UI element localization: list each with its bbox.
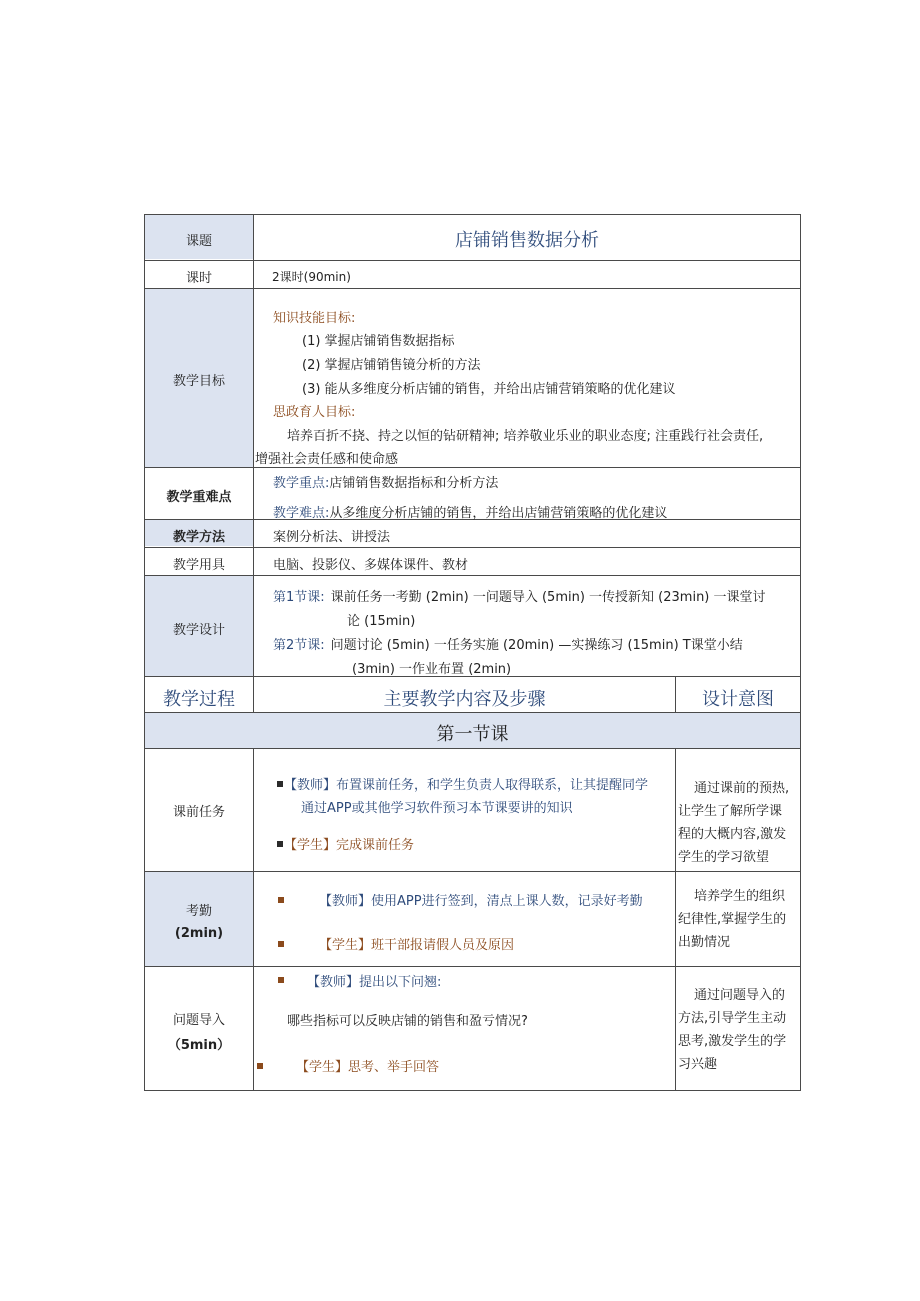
question-intro-duration: （5min）	[167, 1038, 231, 1053]
methods-value: 案例分析法、讲授法	[273, 530, 391, 545]
lesson1-line2: 论 (15min)	[347, 614, 416, 629]
lesson2-line1	[273, 634, 743, 653]
intent-line: 程的大概内容,激发	[678, 827, 787, 842]
attendance-intent	[678, 885, 800, 954]
intent-line: 思考,激发学生的学	[678, 1034, 787, 1049]
step-label-attendance: 考勤	[185, 904, 212, 919]
ideology-objectives-title: 思政育人目标:	[273, 405, 356, 420]
tools-label: 教学用具	[172, 558, 225, 573]
pre-class-student: 【学生】完成课前任务	[284, 838, 415, 853]
question-intro-student: 【学生】思考、举手回答	[296, 1060, 440, 1075]
objective-item-2: (2) 掌握店铺销售镜分析的方法	[302, 358, 481, 373]
intent-line: 通过问题导入的	[694, 988, 786, 1003]
pre-class-intent	[678, 777, 800, 869]
question-intro-teacher: 【教师】提出以下问翘:	[307, 975, 442, 990]
step-label-question-intro: 问题导入	[172, 1013, 225, 1028]
bullet-icon	[278, 941, 284, 947]
objectives-label: 教学目标	[172, 374, 225, 389]
process-header-col1: 教学过程	[163, 689, 235, 710]
lesson1-title: 第1节课:	[273, 590, 325, 605]
design-label: 教学设计	[172, 623, 225, 638]
intent-line: 出勤情况	[678, 935, 731, 950]
intent-line: 通过课前的预热,	[694, 781, 790, 796]
bullet-icon	[278, 977, 284, 983]
intent-line: 习兴趣	[678, 1057, 718, 1072]
lesson2-line2: (3min) 一作业布置 (2min)	[352, 662, 512, 677]
attendance-teacher: 【教师】使用APP进行签到，清点上课人数，记录好考勤	[319, 894, 643, 909]
ideology-text-line1: 培养百折不挠、持之以恒的钻研精神; 培养敬业乐业的职业态度; 注重践行社会责任,	[287, 429, 764, 444]
lesson-title: 店铺销售数据分析	[455, 230, 599, 251]
key-point-text: 店铺销售数据指标和分析方法	[329, 476, 499, 491]
attendance-duration: (2min)	[174, 926, 224, 941]
objective-item-3: (3) 能从多维度分析店铺的销售，并给出店铺营销策略的优化建议	[302, 382, 676, 397]
intent-line: 纪律性,掌握学生的	[678, 912, 787, 927]
methods-label: 教学方法	[172, 530, 225, 545]
intent-line: 培养学生的组织	[694, 889, 786, 904]
lesson2-title: 第2节课:	[273, 638, 325, 653]
lesson2-flow: 问题讨论 (5min) 一任务实施 (20min) —实操练习 (15min) T课堂小结	[330, 638, 743, 653]
hours-label: 课时	[185, 271, 212, 286]
bullet-icon	[278, 897, 284, 903]
process-header-col2: 主要教学内容及步骤	[383, 689, 546, 710]
keypoints-label: 教学重难点	[166, 490, 232, 505]
hard-point-line	[273, 502, 667, 521]
step-label-pre-class: 课前任务	[172, 805, 225, 820]
key-point-line	[273, 472, 498, 491]
process-header-col3: 设计意图	[702, 689, 774, 710]
topic-label: 课题	[185, 234, 212, 249]
question-intro-intent	[678, 984, 800, 1076]
hard-point-text: 从多维度分析店铺的销售，并给出店铺营销策略的优化建议	[329, 506, 668, 521]
ideology-text-line2: 增强社会责任感和使命感	[255, 452, 399, 467]
lesson1-flow: 课前任务一考勤 (2min) 一问题导入 (5min) 一传授新知 (23min) 一课堂讨	[330, 590, 766, 605]
section-title: 第一节课	[436, 724, 509, 745]
question-intro-question: 哪些指标可以反映店铺的销售和盈亏情况?	[287, 1014, 528, 1029]
hard-point-title: 教学难点:	[273, 506, 330, 521]
key-point-title: 教学重点:	[273, 476, 330, 491]
bullet-icon	[277, 781, 283, 787]
lesson1-line1	[273, 586, 766, 605]
objective-item-1: (1) 掌握店铺销售数据指标	[302, 334, 455, 349]
pre-class-teacher-line1: 【教师】布置课前任务，和学生负责人取得联系，让其提醒同学	[284, 778, 649, 793]
bullet-icon	[277, 841, 283, 847]
intent-line: 方法,引导学生主动	[678, 1011, 787, 1026]
attendance-student: 【学生】班干部报请假人员及原因	[319, 938, 515, 953]
intent-line: 让学生了解所学课	[678, 804, 783, 819]
pre-class-teacher-line2: 通过APP或其他学习软件预习本节课要讲的知识	[301, 801, 573, 816]
intent-line: 学生的学习欲望	[678, 850, 770, 865]
tools-value: 电脑、投影仪、多媒体课件、教材	[273, 558, 469, 573]
lesson-plan-table	[144, 214, 801, 1091]
bullet-icon	[257, 1063, 263, 1069]
hours-value: 2课时(90min)	[272, 270, 351, 284]
knowledge-objectives-title: 知识技能目标:	[273, 311, 356, 326]
